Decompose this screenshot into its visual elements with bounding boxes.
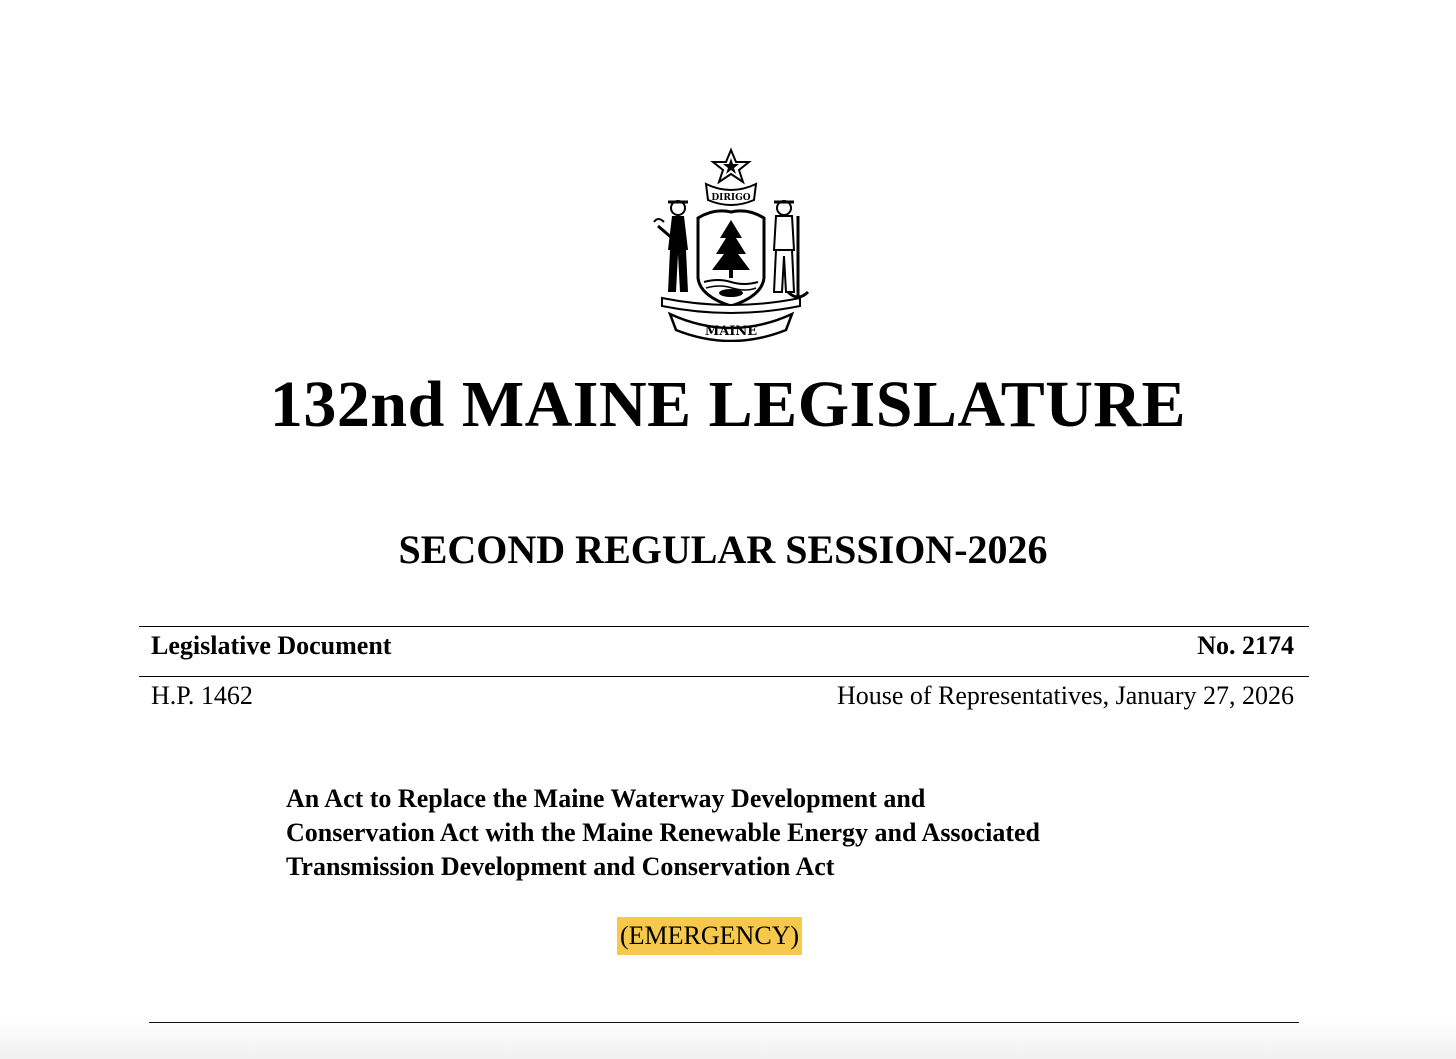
top-rule xyxy=(139,626,1309,627)
act-title-line: Conservation Act with the Maine Renewable Energy and Associated xyxy=(286,818,1040,847)
seal-motto-text: DIRIGO xyxy=(711,193,751,203)
legislature-title: 132nd MAINE LEGISLATURE xyxy=(269,368,1187,441)
document-type-label: Legislative Document xyxy=(151,631,392,660)
middle-rule xyxy=(139,676,1309,677)
act-title-line: An Act to Replace the Maine Waterway Development and xyxy=(286,784,926,813)
act-title xyxy=(286,782,1186,884)
page-bottom-shadow xyxy=(0,1019,1456,1059)
seal-state-name-text: MAINE xyxy=(704,324,758,339)
act-title-line: Transmission Development and Conservation Act xyxy=(286,852,835,881)
emergency-designation: (EMERGENCY) xyxy=(617,917,802,955)
session-title: SECOND REGULAR SESSION-2026 xyxy=(398,527,1048,572)
maine-state-seal xyxy=(648,146,814,342)
document-number: No. 2174 xyxy=(1197,631,1294,660)
origin-and-date: House of Representatives, January 27, 2026 xyxy=(836,681,1294,710)
house-paper-row xyxy=(151,678,1294,714)
legislative-document-row xyxy=(151,628,1294,664)
house-paper-number: H.P. 1462 xyxy=(151,681,253,710)
